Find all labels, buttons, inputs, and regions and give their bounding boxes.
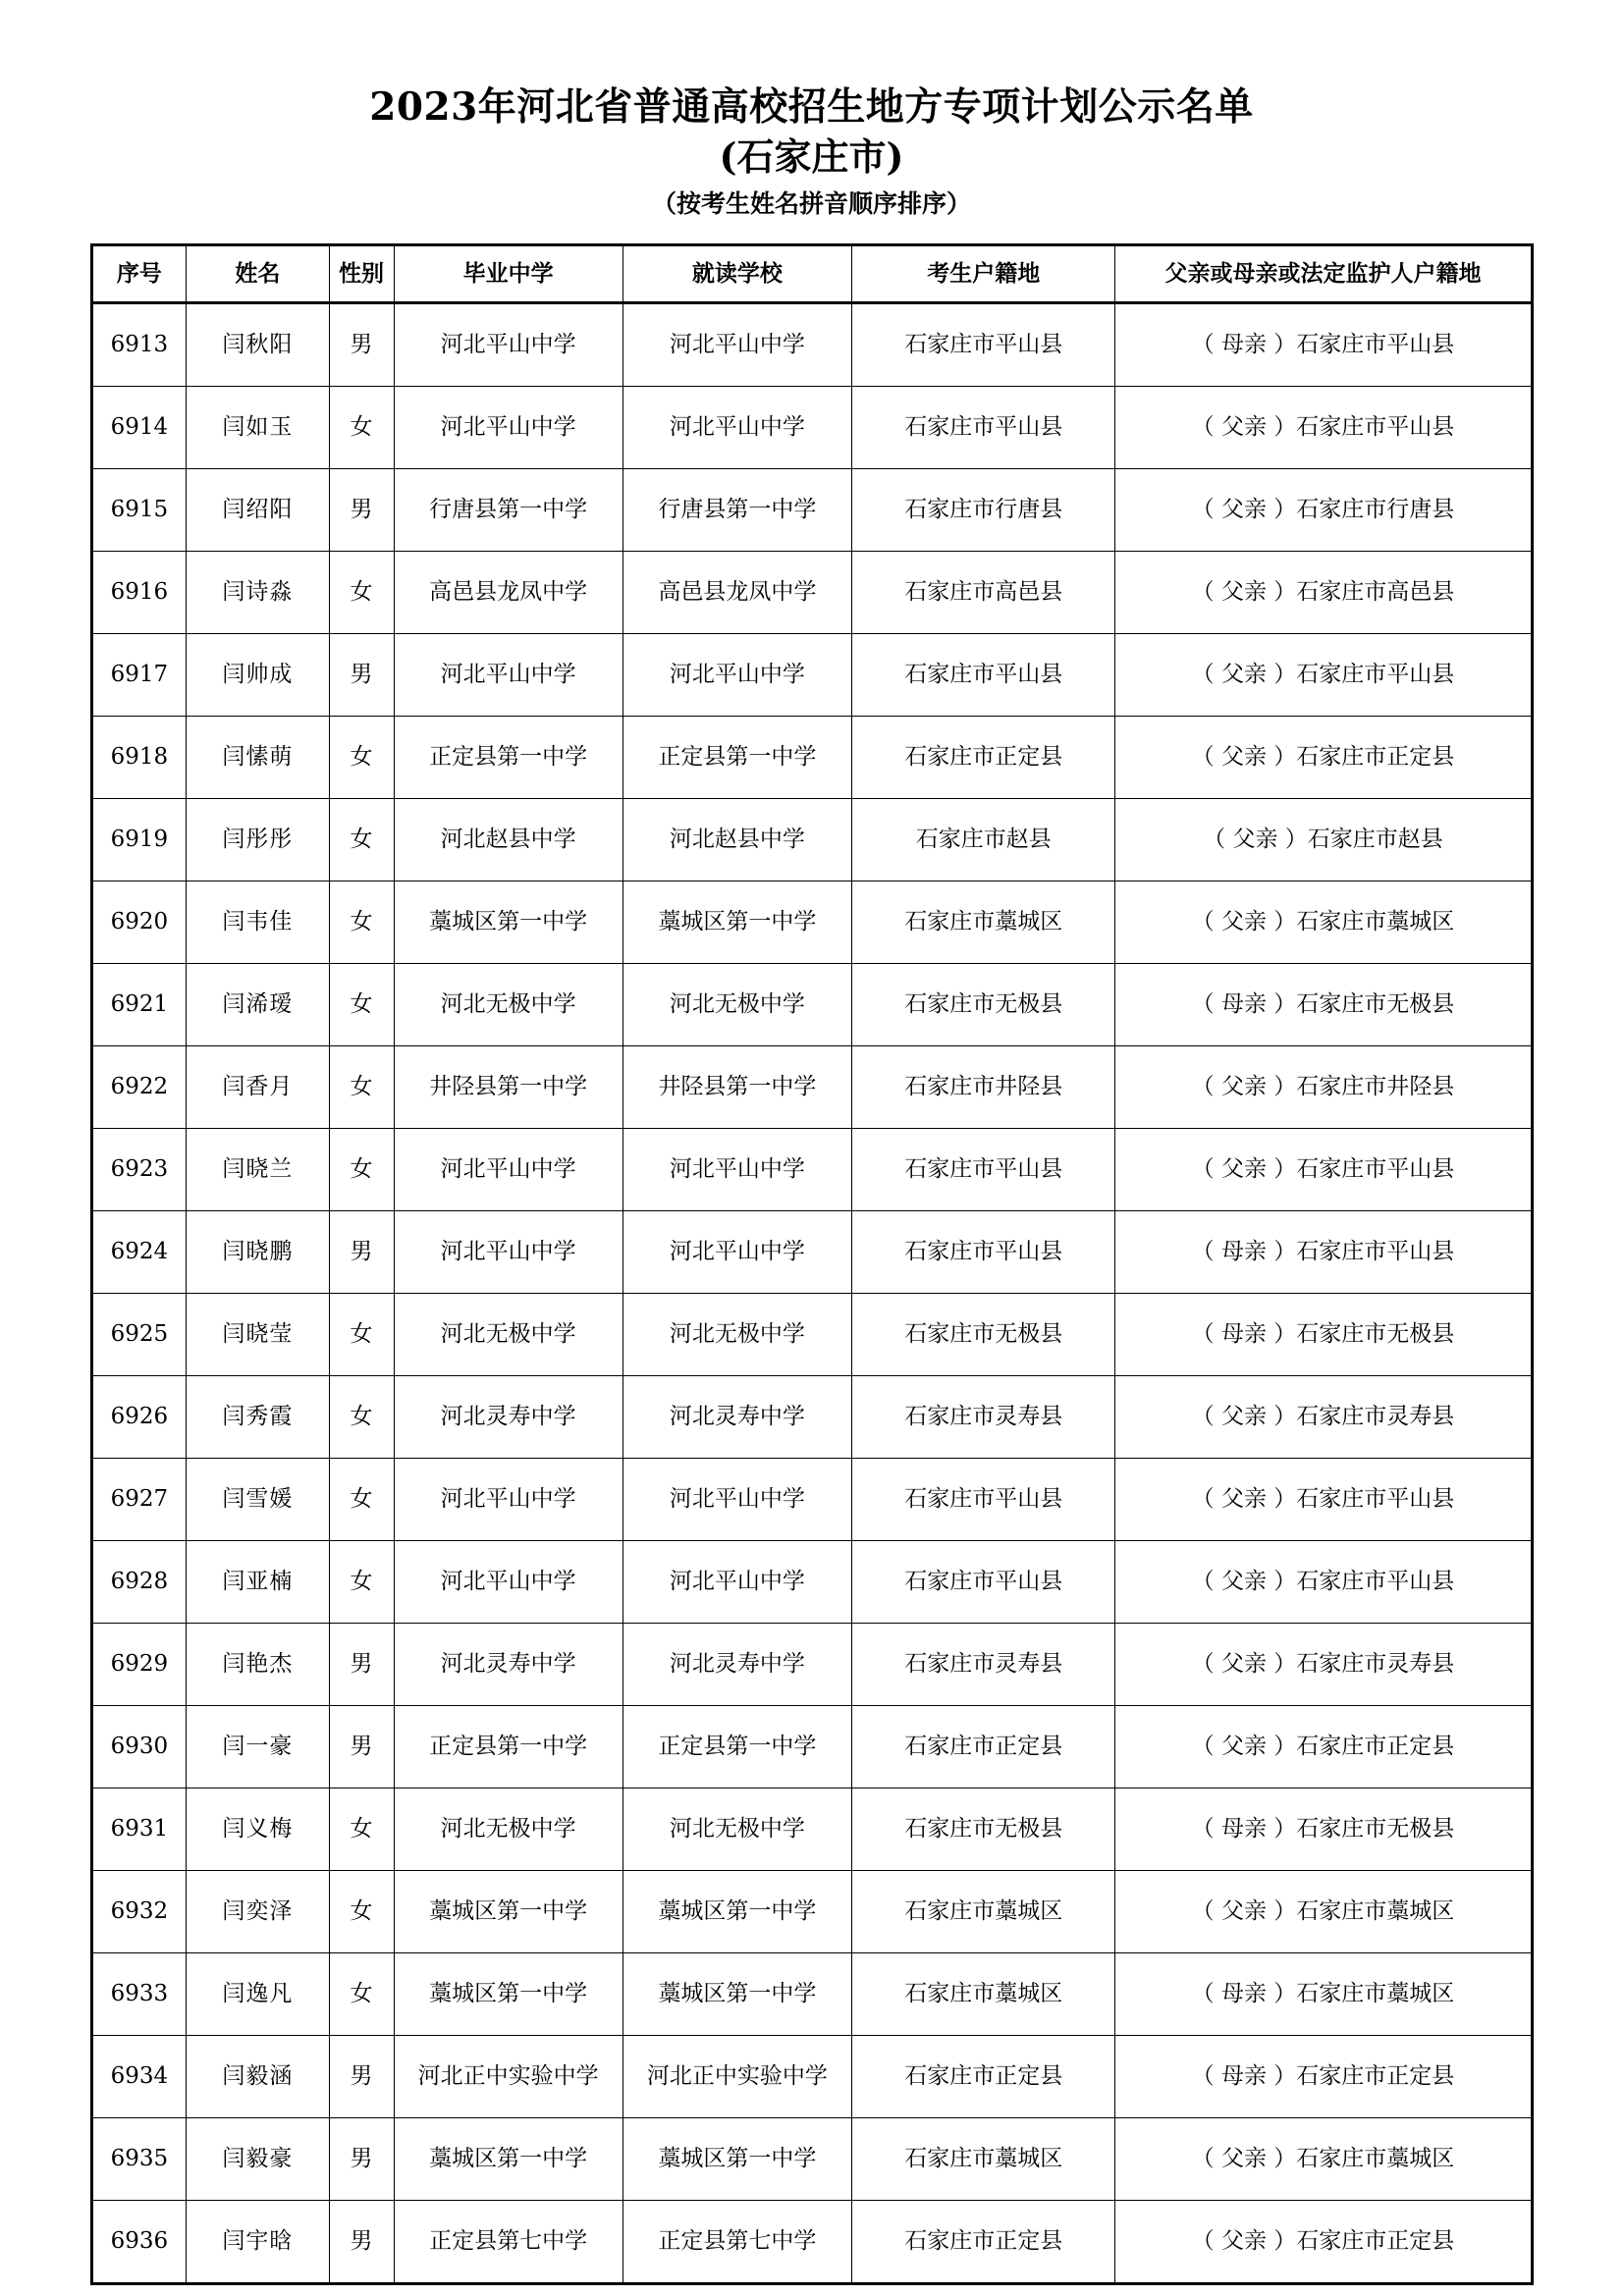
column-header-sex: 性别: [329, 244, 394, 302]
table-header-row: [91, 244, 1532, 302]
column-header-name: 姓名: [187, 244, 329, 302]
cell-name: 闫亚楠: [187, 1540, 329, 1623]
cell-sex: 女: [329, 1128, 394, 1210]
cell-sex: 男: [329, 1623, 394, 1705]
cell-sex: 女: [329, 1540, 394, 1623]
cell-candidate-residence: 石家庄市平山县: [852, 1540, 1115, 1623]
cell-guardian-residence: （ 父亲 ）石家庄市高邑县: [1115, 551, 1532, 633]
cell-candidate-residence: 石家庄市平山县: [852, 1458, 1115, 1540]
roster-table-wrapper: [90, 243, 1534, 2285]
cell-name: 闫秀霞: [187, 1375, 329, 1458]
cell-name: 闫绍阳: [187, 468, 329, 551]
cell-name: 闫毅涵: [187, 2035, 329, 2117]
cell-candidate-residence: 石家庄市赵县: [852, 798, 1115, 881]
cell-candidate-residence: 石家庄市无极县: [852, 1293, 1115, 1375]
cell-sex: 男: [329, 2117, 394, 2200]
cell-seq: 6924: [91, 1210, 187, 1293]
cell-graduating-school: 河北平山中学: [394, 1540, 622, 1623]
cell-seq: 6913: [91, 302, 187, 386]
cell-candidate-residence: 石家庄市平山县: [852, 302, 1115, 386]
cell-attending-school: 河北无极中学: [622, 1788, 851, 1870]
cell-attending-school: 河北平山中学: [622, 1458, 851, 1540]
table-row: [91, 1952, 1532, 2035]
cell-name: 闫帅成: [187, 633, 329, 716]
cell-sex: 女: [329, 1458, 394, 1540]
cell-name: 闫晓莹: [187, 1293, 329, 1375]
cell-attending-school: 藁城区第一中学: [622, 1870, 851, 1952]
cell-candidate-residence: 石家庄市正定县: [852, 2035, 1115, 2117]
cell-graduating-school: 藁城区第一中学: [394, 2117, 622, 2200]
cell-attending-school: 河北灵寿中学: [622, 1623, 851, 1705]
table-row: [91, 716, 1532, 798]
cell-name: 闫秋阳: [187, 302, 329, 386]
cell-name: 闫一豪: [187, 1705, 329, 1788]
cell-attending-school: 正定县第一中学: [622, 1705, 851, 1788]
cell-graduating-school: 高邑县龙凤中学: [394, 551, 622, 633]
table-row: [91, 302, 1532, 386]
cell-seq: 6928: [91, 1540, 187, 1623]
table-row: [91, 1788, 1532, 1870]
cell-seq: 6915: [91, 468, 187, 551]
cell-attending-school: 正定县第一中学: [622, 716, 851, 798]
cell-seq: 6918: [91, 716, 187, 798]
column-header-seq: 序号: [91, 244, 187, 302]
cell-sex: 女: [329, 1788, 394, 1870]
cell-guardian-residence: （ 父亲 ）石家庄市平山县: [1115, 1540, 1532, 1623]
table-row: [91, 1210, 1532, 1293]
table-row: [91, 1458, 1532, 1540]
cell-guardian-residence: （ 父亲 ）石家庄市平山县: [1115, 1128, 1532, 1210]
cell-seq: 6929: [91, 1623, 187, 1705]
cell-graduating-school: 河北平山中学: [394, 633, 622, 716]
cell-name: 闫浠瑷: [187, 963, 329, 1045]
cell-attending-school: 河北平山中学: [622, 302, 851, 386]
cell-name: 闫愫萌: [187, 716, 329, 798]
cell-guardian-residence: （ 母亲 ）石家庄市无极县: [1115, 1788, 1532, 1870]
cell-sex: 男: [329, 633, 394, 716]
table-row: [91, 1705, 1532, 1788]
cell-name: 闫如玉: [187, 386, 329, 468]
cell-sex: 女: [329, 1952, 394, 2035]
cell-sex: 男: [329, 302, 394, 386]
cell-name: 闫香月: [187, 1045, 329, 1128]
cell-seq: 6914: [91, 386, 187, 468]
cell-guardian-residence: （ 父亲 ）石家庄市赵县: [1115, 798, 1532, 881]
roster-table: [90, 243, 1534, 2285]
cell-attending-school: 河北灵寿中学: [622, 1375, 851, 1458]
cell-guardian-residence: （ 父亲 ）石家庄市藁城区: [1115, 2117, 1532, 2200]
table-row: [91, 798, 1532, 881]
cell-seq: 6923: [91, 1128, 187, 1210]
cell-candidate-residence: 石家庄市藁城区: [852, 1870, 1115, 1952]
cell-seq: 6921: [91, 963, 187, 1045]
column-header-guardian-residence: 父亲或母亲或法定监护人户籍地: [1115, 244, 1532, 302]
cell-candidate-residence: 石家庄市无极县: [852, 963, 1115, 1045]
cell-seq: 6917: [91, 633, 187, 716]
cell-attending-school: 高邑县龙凤中学: [622, 551, 851, 633]
page-title: 2023年河北省普通高校招生地方专项计划公示名单: [369, 84, 1254, 130]
cell-attending-school: 正定县第七中学: [622, 2200, 851, 2283]
cell-candidate-residence: 石家庄市灵寿县: [852, 1623, 1115, 1705]
cell-graduating-school: 河北平山中学: [394, 1458, 622, 1540]
table-row: [91, 2035, 1532, 2117]
cell-graduating-school: 正定县第一中学: [394, 716, 622, 798]
cell-name: 闫晓兰: [187, 1128, 329, 1210]
cell-name: 闫韦佳: [187, 881, 329, 963]
cell-candidate-residence: 石家庄市藁城区: [852, 2117, 1115, 2200]
cell-attending-school: 井陉县第一中学: [622, 1045, 851, 1128]
table-row: [91, 2117, 1532, 2200]
cell-candidate-residence: 石家庄市无极县: [852, 1788, 1115, 1870]
table-row: [91, 1045, 1532, 1128]
cell-candidate-residence: 石家庄市平山县: [852, 633, 1115, 716]
cell-guardian-residence: （ 母亲 ）石家庄市平山县: [1115, 1210, 1532, 1293]
cell-graduating-school: 河北平山中学: [394, 1128, 622, 1210]
table-row: [91, 1293, 1532, 1375]
cell-graduating-school: 河北正中实验中学: [394, 2035, 622, 2117]
table-row: [91, 1375, 1532, 1458]
cell-candidate-residence: 石家庄市藁城区: [852, 1952, 1115, 2035]
cell-guardian-residence: （ 父亲 ）石家庄市平山县: [1115, 633, 1532, 716]
cell-candidate-residence: 石家庄市正定县: [852, 1705, 1115, 1788]
cell-graduating-school: 河北灵寿中学: [394, 1623, 622, 1705]
page-subtitle: (石家庄市): [719, 134, 904, 180]
cell-graduating-school: 藁城区第一中学: [394, 881, 622, 963]
cell-attending-school: 河北平山中学: [622, 633, 851, 716]
cell-sex: 男: [329, 1210, 394, 1293]
cell-candidate-residence: 石家庄市平山县: [852, 386, 1115, 468]
table-row: [91, 2200, 1532, 2283]
cell-name: 闫义梅: [187, 1788, 329, 1870]
cell-graduating-school: 河北平山中学: [394, 386, 622, 468]
table-row: [91, 633, 1532, 716]
cell-name: 闫晓鹏: [187, 1210, 329, 1293]
cell-name: 闫诗淼: [187, 551, 329, 633]
cell-guardian-residence: （ 母亲 ）石家庄市正定县: [1115, 2035, 1532, 2117]
cell-candidate-residence: 石家庄市藁城区: [852, 881, 1115, 963]
cell-graduating-school: 河北无极中学: [394, 1293, 622, 1375]
cell-graduating-school: 河北平山中学: [394, 302, 622, 386]
cell-name: 闫逸凡: [187, 1952, 329, 2035]
cell-sex: 女: [329, 798, 394, 881]
cell-graduating-school: 藁城区第一中学: [394, 1952, 622, 2035]
cell-graduating-school: 河北平山中学: [394, 1210, 622, 1293]
column-header-candidate-residence: 考生户籍地: [852, 244, 1115, 302]
cell-attending-school: 河北无极中学: [622, 963, 851, 1045]
cell-name: 闫艳杰: [187, 1623, 329, 1705]
cell-sex: 女: [329, 1870, 394, 1952]
table-row: [91, 468, 1532, 551]
cell-seq: 6919: [91, 798, 187, 881]
cell-attending-school: 河北平山中学: [622, 386, 851, 468]
cell-graduating-school: 正定县第一中学: [394, 1705, 622, 1788]
cell-graduating-school: 正定县第七中学: [394, 2200, 622, 2283]
cell-guardian-residence: （ 父亲 ）石家庄市正定县: [1115, 716, 1532, 798]
title-block: [0, 0, 1623, 222]
cell-graduating-school: 河北无极中学: [394, 963, 622, 1045]
cell-seq: 6920: [91, 881, 187, 963]
cell-graduating-school: 行唐县第一中学: [394, 468, 622, 551]
cell-guardian-residence: （ 父亲 ）石家庄市正定县: [1115, 1705, 1532, 1788]
cell-sex: 女: [329, 1293, 394, 1375]
cell-name: 闫宇晗: [187, 2200, 329, 2283]
cell-sex: 女: [329, 1045, 394, 1128]
cell-sex: 男: [329, 468, 394, 551]
table-row: [91, 1870, 1532, 1952]
cell-sex: 男: [329, 2035, 394, 2117]
cell-name: 闫彤彤: [187, 798, 329, 881]
cell-attending-school: 藁城区第一中学: [622, 2117, 851, 2200]
cell-sex: 女: [329, 386, 394, 468]
cell-guardian-residence: （ 父亲 ）石家庄市行唐县: [1115, 468, 1532, 551]
table-body: [91, 302, 1532, 2283]
cell-guardian-residence: （ 父亲 ）石家庄市灵寿县: [1115, 1623, 1532, 1705]
table-row: [91, 386, 1532, 468]
cell-name: 闫毅豪: [187, 2117, 329, 2200]
cell-attending-school: 河北无极中学: [622, 1293, 851, 1375]
cell-sex: 女: [329, 1375, 394, 1458]
cell-guardian-residence: （ 母亲 ）石家庄市无极县: [1115, 963, 1532, 1045]
column-header-graduating-school: 毕业中学: [394, 244, 622, 302]
table-row: [91, 1623, 1532, 1705]
cell-seq: 6935: [91, 2117, 187, 2200]
cell-graduating-school: 河北无极中学: [394, 1788, 622, 1870]
cell-seq: 6916: [91, 551, 187, 633]
cell-attending-school: 藁城区第一中学: [622, 881, 851, 963]
cell-guardian-residence: （ 父亲 ）石家庄市平山县: [1115, 386, 1532, 468]
cell-name: 闫雪媛: [187, 1458, 329, 1540]
sort-order-note: （按考生姓名拼音顺序排序）: [651, 188, 971, 218]
cell-attending-school: 河北赵县中学: [622, 798, 851, 881]
cell-seq: 6925: [91, 1293, 187, 1375]
table-row: [91, 1540, 1532, 1623]
cell-sex: 女: [329, 881, 394, 963]
cell-sex: 男: [329, 1705, 394, 1788]
table-row: [91, 551, 1532, 633]
cell-candidate-residence: 石家庄市高邑县: [852, 551, 1115, 633]
cell-seq: 6931: [91, 1788, 187, 1870]
cell-sex: 男: [329, 2200, 394, 2283]
cell-guardian-residence: （ 母亲 ）石家庄市藁城区: [1115, 1952, 1532, 2035]
cell-graduating-school: 河北赵县中学: [394, 798, 622, 881]
cell-candidate-residence: 石家庄市平山县: [852, 1128, 1115, 1210]
cell-seq: 6936: [91, 2200, 187, 2283]
table-row: [91, 963, 1532, 1045]
cell-seq: 6933: [91, 1952, 187, 2035]
table-row: [91, 881, 1532, 963]
table-row: [91, 1128, 1532, 1210]
cell-candidate-residence: 石家庄市平山县: [852, 1210, 1115, 1293]
cell-candidate-residence: 石家庄市正定县: [852, 716, 1115, 798]
cell-guardian-residence: （ 父亲 ）石家庄市藁城区: [1115, 881, 1532, 963]
cell-name: 闫奕泽: [187, 1870, 329, 1952]
cell-sex: 女: [329, 963, 394, 1045]
cell-sex: 女: [329, 551, 394, 633]
cell-seq: 6932: [91, 1870, 187, 1952]
cell-candidate-residence: 石家庄市行唐县: [852, 468, 1115, 551]
cell-graduating-school: 河北灵寿中学: [394, 1375, 622, 1458]
cell-seq: 6930: [91, 1705, 187, 1788]
cell-attending-school: 河北平山中学: [622, 1540, 851, 1623]
cell-seq: 6922: [91, 1045, 187, 1128]
column-header-attending-school: 就读学校: [622, 244, 851, 302]
cell-guardian-residence: （ 父亲 ）石家庄市平山县: [1115, 1458, 1532, 1540]
cell-seq: 6926: [91, 1375, 187, 1458]
cell-guardian-residence: （ 父亲 ）石家庄市正定县: [1115, 2200, 1532, 2283]
cell-candidate-residence: 石家庄市井陉县: [852, 1045, 1115, 1128]
cell-attending-school: 河北正中实验中学: [622, 2035, 851, 2117]
cell-attending-school: 河北平山中学: [622, 1210, 851, 1293]
cell-guardian-residence: （ 母亲 ）石家庄市平山县: [1115, 302, 1532, 386]
cell-seq: 6934: [91, 2035, 187, 2117]
cell-sex: 女: [329, 716, 394, 798]
cell-graduating-school: 藁城区第一中学: [394, 1870, 622, 1952]
cell-attending-school: 藁城区第一中学: [622, 1952, 851, 2035]
cell-candidate-residence: 石家庄市正定县: [852, 2200, 1115, 2283]
cell-attending-school: 行唐县第一中学: [622, 468, 851, 551]
cell-graduating-school: 井陉县第一中学: [394, 1045, 622, 1128]
cell-guardian-residence: （ 父亲 ）石家庄市灵寿县: [1115, 1375, 1532, 1458]
cell-attending-school: 河北平山中学: [622, 1128, 851, 1210]
cell-guardian-residence: （ 母亲 ）石家庄市无极县: [1115, 1293, 1532, 1375]
cell-candidate-residence: 石家庄市灵寿县: [852, 1375, 1115, 1458]
cell-seq: 6927: [91, 1458, 187, 1540]
cell-guardian-residence: （ 父亲 ）石家庄市藁城区: [1115, 1870, 1532, 1952]
cell-guardian-residence: （ 父亲 ）石家庄市井陉县: [1115, 1045, 1532, 1128]
table-header: [91, 244, 1532, 302]
